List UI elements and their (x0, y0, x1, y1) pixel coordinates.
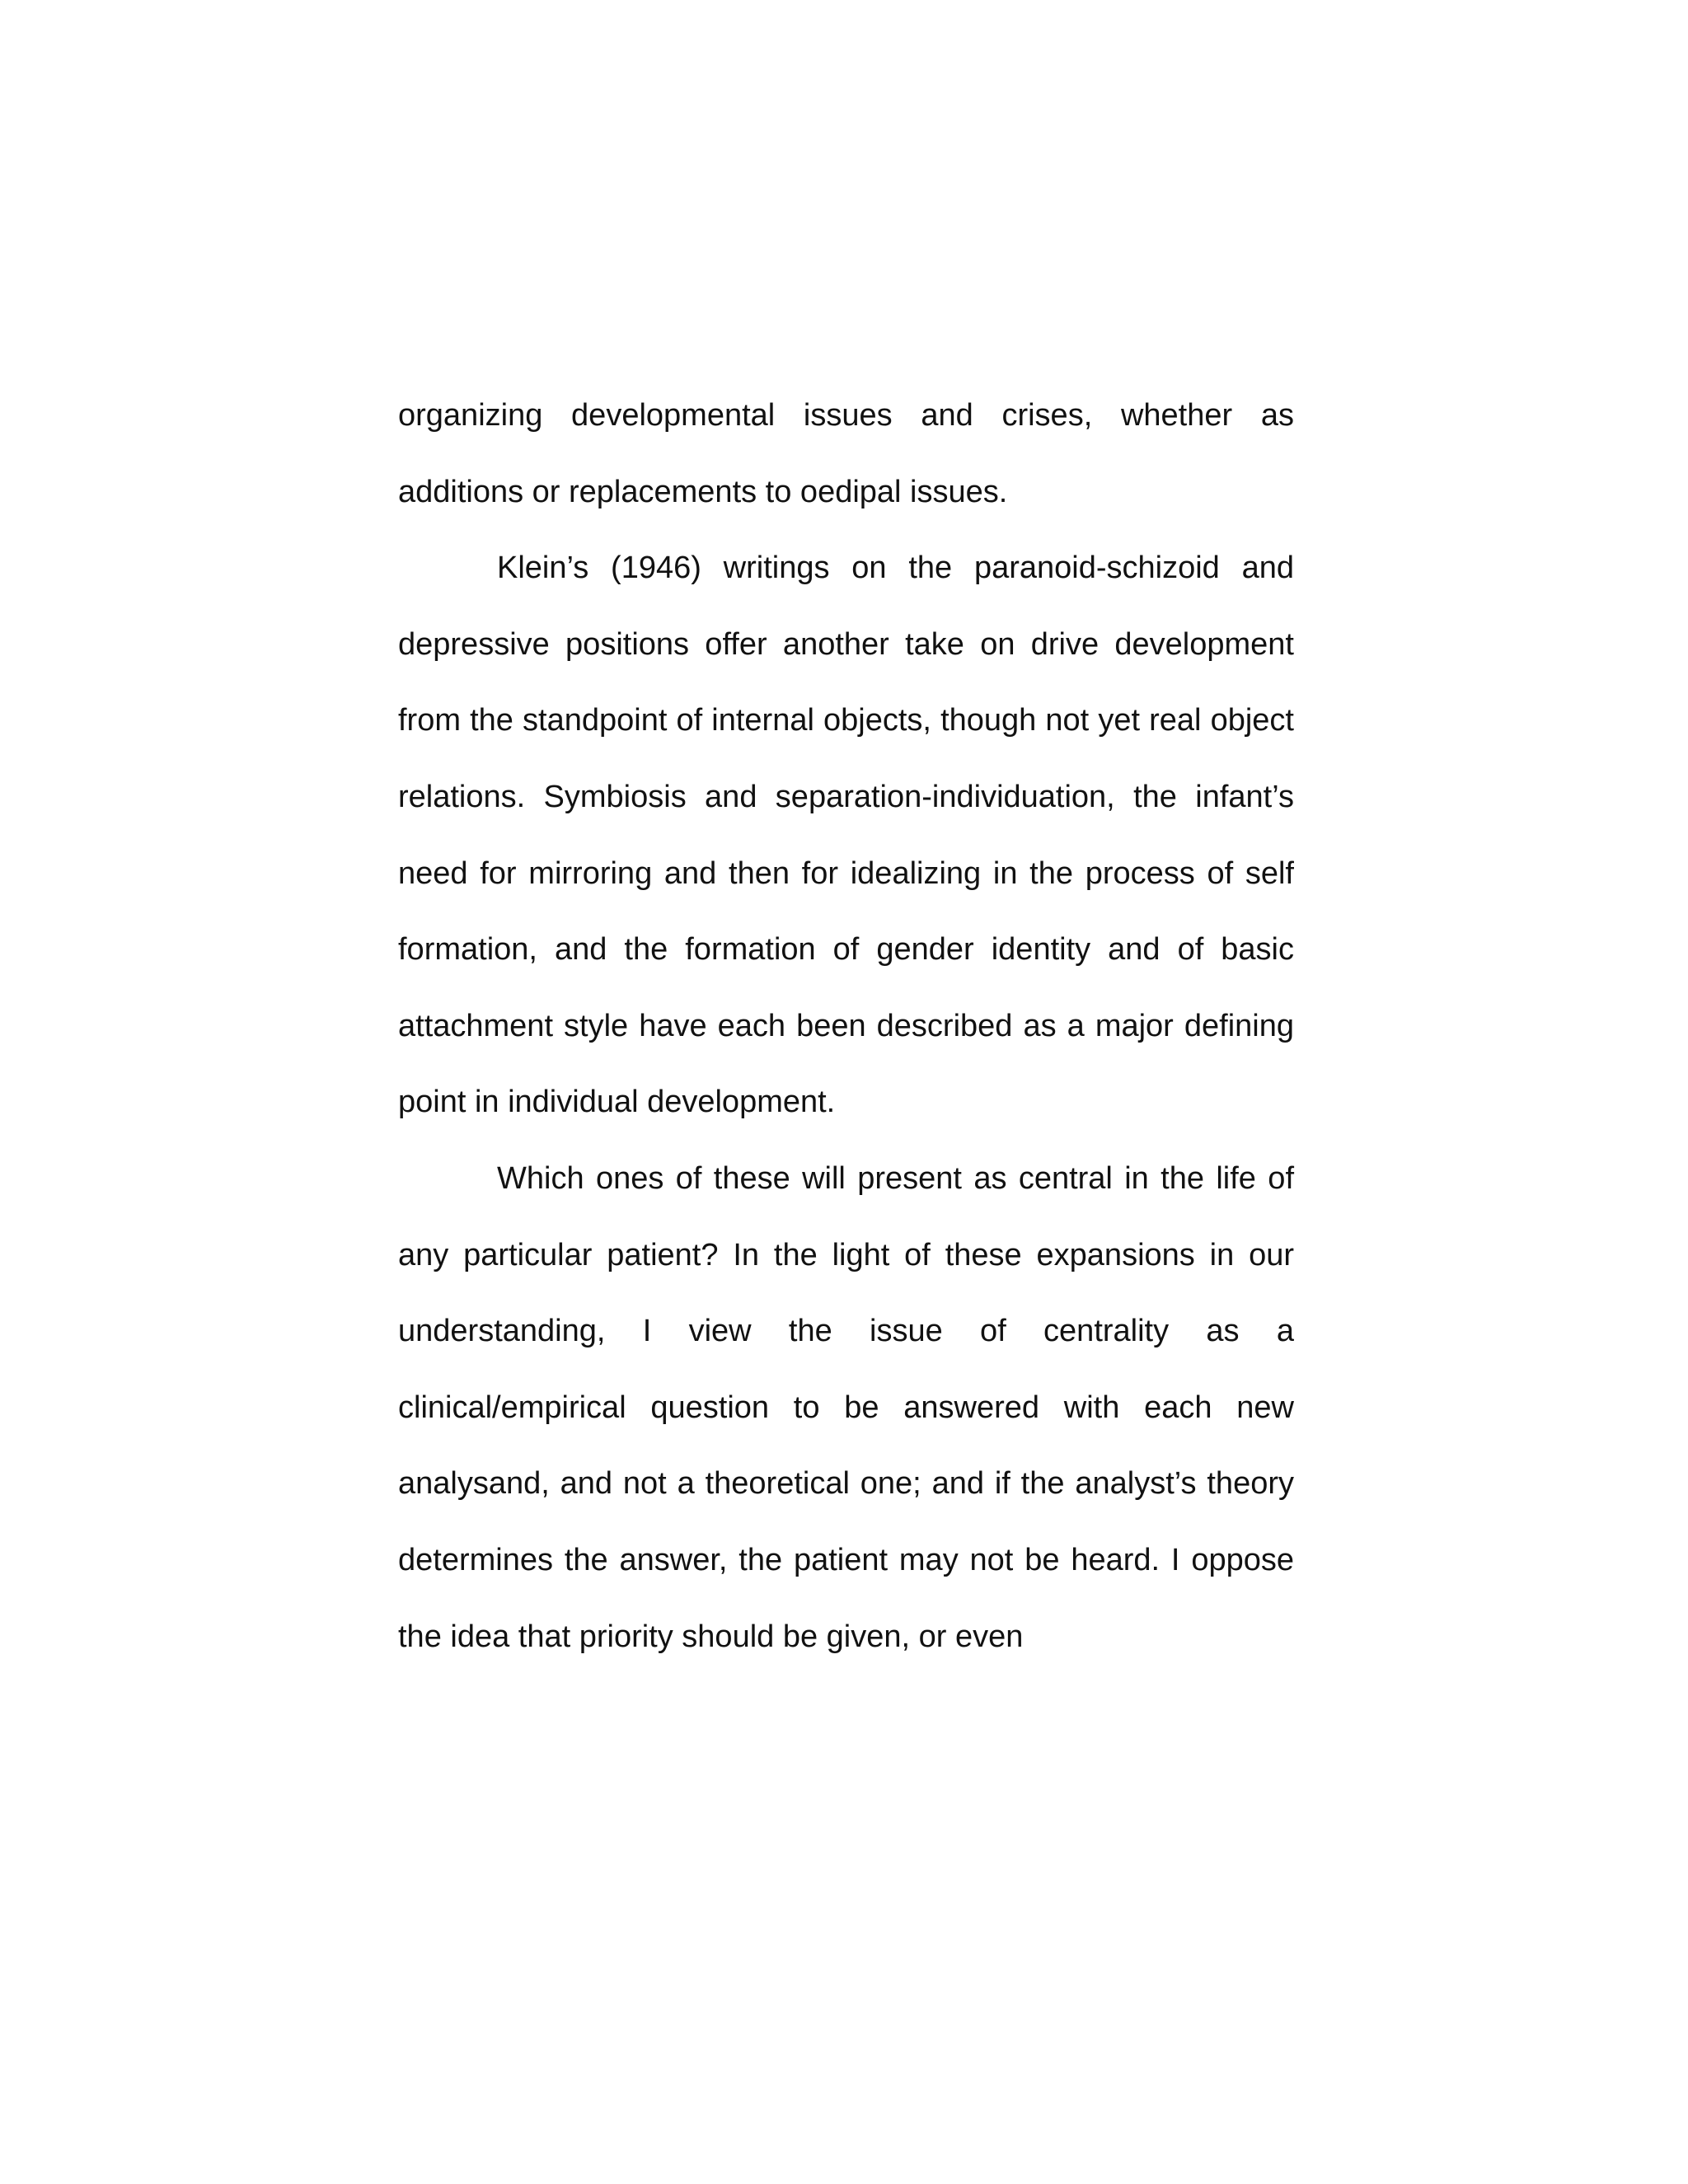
paragraph-centrality: Which ones of these will present as central in the life of any particular patient? In the light of these expansions in our understanding, I view the issue of centrality as a clinical/empirical question to be answered with each new analysand, and not a theoretical one; and if the analyst’s theory determines the answer, the patient may not be heard. I oppose the idea that priority should be given, or even (398, 1160, 1294, 1654)
paragraph-continuation: organizing developmental issues and crises, whether as additions or replacements to oedipal issues. (398, 398, 1294, 509)
paragraph-klein: Klein’s (1946) writings on the paranoid-schizoid and depressive positions offer another take on drive development from the standpoint of internal objects, though not yet real object relations. Symbiosis and separation-individuation, the infant’s need for mirroring and then for idealizing in the process of self formation, and the formation of gender identity and of basic attachment style have each been described as a major defining point in individual development. (398, 551, 1294, 1120)
body-text (398, 377, 1294, 1675)
